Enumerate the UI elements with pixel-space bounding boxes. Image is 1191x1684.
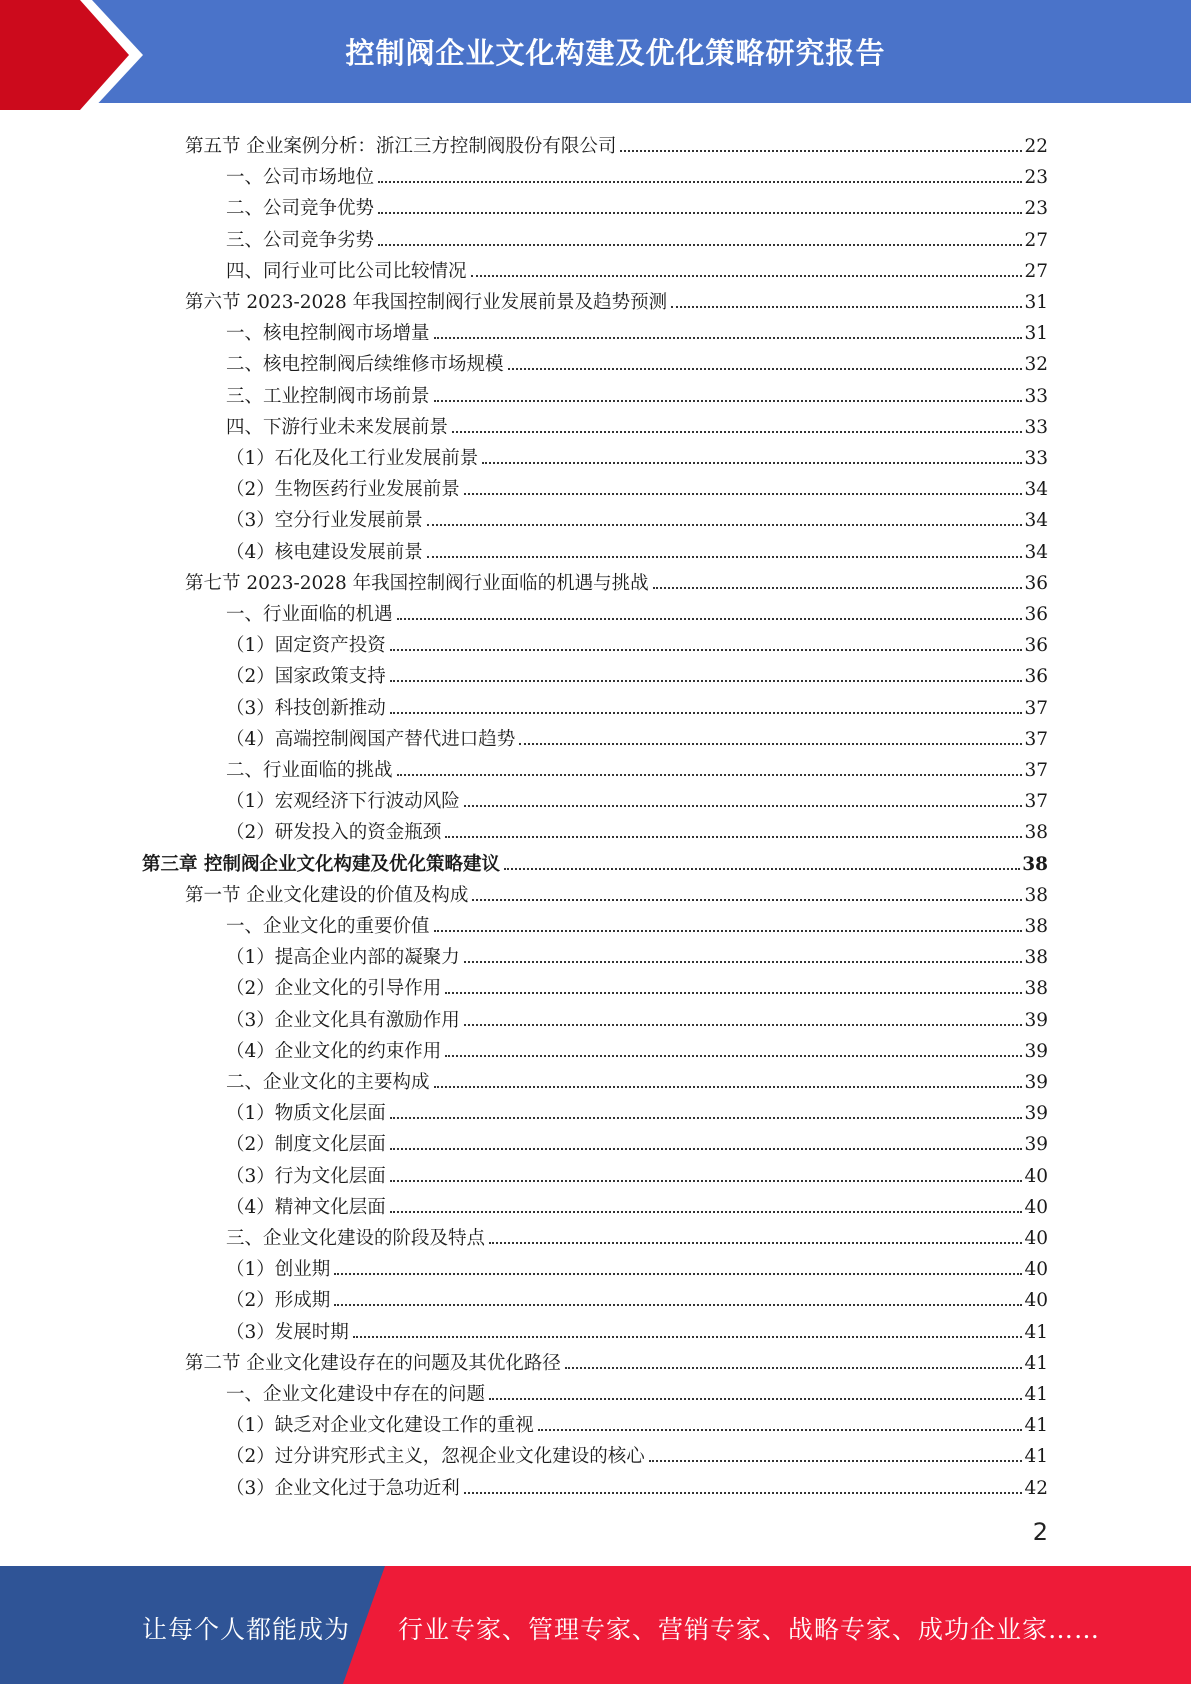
toc-entry-item[interactable] xyxy=(226,190,1048,220)
toc-entry-item[interactable] xyxy=(226,253,1048,283)
toc-leader-dots xyxy=(434,327,1023,339)
toc-entry-title: 三、企业文化建设的阶段及特点 xyxy=(226,1228,486,1249)
toc-entry-page: 41 xyxy=(1024,1352,1048,1374)
footer-banner xyxy=(0,1566,1191,1684)
toc-leader-dots xyxy=(334,1294,1022,1306)
toc-entry-title: （2）过分讲究形式主义，忽视企业文化建设的核心 xyxy=(226,1446,645,1468)
toc-entry-title: （2）国家政策支持 xyxy=(226,666,386,688)
footer-slogan-right: 行业专家、管理专家、营销专家、战略专家、成功企业家…… xyxy=(398,1615,1101,1644)
toc-entry-page: 40 xyxy=(1024,1228,1048,1249)
toc-leader-dots xyxy=(427,546,1023,558)
toc-entry-page: 41 xyxy=(1024,1415,1048,1437)
toc-entry-title: 第二节 企业文化建设存在的问题及其优化路径 xyxy=(185,1352,561,1374)
toc-entry-page: 32 xyxy=(1024,354,1048,376)
toc-leader-dots xyxy=(471,265,1023,277)
toc-entry-title: （4）精神文化层面 xyxy=(226,1196,386,1218)
toc-entry-section[interactable] xyxy=(185,1345,1048,1375)
toc-entry-sub[interactable] xyxy=(226,658,1048,688)
page-title: 控制阀企业文化构建及优化策略研究报告 xyxy=(345,36,886,70)
toc-entry-page: 31 xyxy=(1024,292,1048,313)
toc-leader-dots xyxy=(671,296,1022,308)
toc-entry-page: 37 xyxy=(1024,697,1048,719)
toc-entry-title: （2）形成期 xyxy=(226,1290,331,1312)
toc-leader-dots xyxy=(445,1045,1022,1057)
toc-entry-item[interactable] xyxy=(226,596,1048,626)
toc-leader-dots xyxy=(482,452,1022,464)
toc-entry-sub[interactable] xyxy=(226,1095,1048,1125)
toc-leader-dots xyxy=(353,1326,1023,1338)
toc-leader-dots xyxy=(464,951,1023,963)
toc-entry-title: （3）行为文化层面 xyxy=(226,1165,386,1187)
toc-entry-page: 27 xyxy=(1024,260,1048,282)
toc-entry-sub[interactable] xyxy=(226,1126,1048,1156)
toc-leader-dots xyxy=(538,1419,1023,1431)
toc-entry-page: 37 xyxy=(1024,791,1048,813)
toc-entry-title: （3）企业文化过于急功近利 xyxy=(226,1477,460,1499)
toc-entry-sub[interactable] xyxy=(226,690,1048,720)
toc-entry-title: （1）宏观经济下行波动风险 xyxy=(226,791,460,813)
toc-entry-item[interactable] xyxy=(226,1220,1048,1250)
toc-entry-page: 33 xyxy=(1024,385,1048,407)
toc-entry-page: 38 xyxy=(1024,916,1048,937)
toc-entry-title: （3）科技创新推动 xyxy=(226,697,386,719)
toc-entry-title: 一、公司市场地位 xyxy=(226,167,375,189)
toc-entry-sub[interactable] xyxy=(226,440,1048,470)
toc-entry-item[interactable] xyxy=(226,222,1048,252)
toc-entry-sub[interactable] xyxy=(226,1314,1048,1344)
toc-leader-dots xyxy=(378,202,1022,214)
toc-leader-dots xyxy=(434,390,1023,402)
toc-entry-title: （4）高端控制阀国产替代进口趋势 xyxy=(226,728,516,750)
toc-leader-dots xyxy=(390,1201,1023,1213)
toc-leader-dots xyxy=(445,826,1022,838)
toc-leader-dots xyxy=(464,795,1023,807)
toc-entry-title: 四、下游行业未来发展前景 xyxy=(226,416,449,438)
toc-entry-sub[interactable] xyxy=(226,627,1048,657)
toc-entry-page: 38 xyxy=(1024,884,1048,906)
toc-entry-page: 39 xyxy=(1024,1009,1048,1031)
toc-entry-sub[interactable] xyxy=(226,1251,1048,1281)
toc-entry-title: 三、公司竞争劣势 xyxy=(226,229,375,251)
toc-entry-title: （2）研发投入的资金瓶颈 xyxy=(226,822,442,844)
toc-entry-page: 38 xyxy=(1024,978,1048,1000)
toc-entry-section[interactable] xyxy=(185,284,1048,314)
toc-entry-title: （1）固定资产投资 xyxy=(226,635,386,657)
toc-entry-sub[interactable] xyxy=(226,1189,1048,1219)
toc-entry-title: （1）石化及化工行业发展前景 xyxy=(226,448,479,469)
toc-entry-page: 33 xyxy=(1024,448,1048,469)
toc-entry-title: 三、工业控制阀市场前景 xyxy=(226,385,430,407)
toc-leader-dots xyxy=(464,483,1023,495)
toc-entry-title: 二、企业文化的主要构成 xyxy=(226,1072,430,1093)
toc-entry-title: 四、同行业可比公司比较情况 xyxy=(226,260,467,282)
toc-entry-page: 22 xyxy=(1024,136,1048,157)
toc-entry-title: （3）企业文化具有激励作用 xyxy=(226,1009,460,1031)
toc-entry-sub[interactable] xyxy=(226,814,1048,844)
toc-entry-page: 40 xyxy=(1024,1165,1048,1187)
toc-entry-sub[interactable] xyxy=(226,721,1048,751)
toc-entry-title: 第七节 2023-2028 年我国控制阀行业面临的机遇与挑战 xyxy=(185,572,649,594)
toc-leader-dots xyxy=(565,1357,1023,1369)
page-number: 2 xyxy=(1032,1518,1048,1546)
toc-entry-title: （1）物质文化层面 xyxy=(226,1103,386,1125)
toc-entry-title: （2）制度文化层面 xyxy=(226,1134,386,1156)
toc-entry-section[interactable] xyxy=(185,565,1048,595)
toc-entry-section[interactable] xyxy=(185,128,1048,158)
toc-entry-section[interactable] xyxy=(185,877,1048,907)
toc-entry-page: 31 xyxy=(1024,323,1048,345)
toc-leader-dots xyxy=(390,1138,1023,1150)
toc-leader-dots xyxy=(504,858,1020,870)
toc-leader-dots xyxy=(508,358,1023,370)
toc-entry-item[interactable] xyxy=(226,409,1048,439)
toc-leader-dots xyxy=(445,982,1022,994)
toc-entry-title: 第一节 企业文化建设的价值及构成 xyxy=(185,884,469,906)
toc-leader-dots xyxy=(649,1450,1023,1462)
toc-entry-page: 34 xyxy=(1024,510,1048,532)
toc-entry-page: 23 xyxy=(1024,167,1048,189)
toc-leader-dots xyxy=(427,514,1023,526)
toc-leader-dots xyxy=(390,1170,1023,1182)
toc-entry-sub[interactable] xyxy=(226,1158,1048,1188)
toc-leader-dots xyxy=(620,140,1022,152)
toc-entry-title: （3）空分行业发展前景 xyxy=(226,510,423,532)
toc-entry-title: （1）缺乏对企业文化建设工作的重视 xyxy=(226,1415,534,1437)
toc-entry-sub[interactable] xyxy=(226,939,1048,969)
toc-entry-page: 42 xyxy=(1024,1477,1048,1499)
toc-entry-sub[interactable] xyxy=(226,534,1048,564)
toc-leader-dots xyxy=(390,670,1023,682)
toc-entry-page: 36 xyxy=(1024,604,1048,625)
toc-entry-item[interactable] xyxy=(226,346,1048,376)
toc-entry-page: 41 xyxy=(1024,1321,1048,1343)
toc-entry-page: 38 xyxy=(1022,853,1048,875)
toc-leader-dots xyxy=(653,577,1023,589)
toc-leader-dots xyxy=(334,1263,1022,1275)
toc-leader-dots xyxy=(390,639,1023,651)
toc-leader-dots xyxy=(378,234,1022,246)
toc-entry-page: 37 xyxy=(1024,760,1048,781)
toc-entry-page: 40 xyxy=(1024,1290,1048,1312)
toc-entry-sub[interactable] xyxy=(226,1438,1048,1468)
toc-entry-page: 39 xyxy=(1024,1040,1048,1062)
toc-entry-item[interactable] xyxy=(226,752,1048,782)
toc-entry-title: （4）企业文化的约束作用 xyxy=(226,1040,442,1062)
toc-entry-title: （3）发展时期 xyxy=(226,1321,349,1343)
toc-entry-page: 38 xyxy=(1024,947,1048,969)
toc-entry-sub[interactable] xyxy=(226,783,1048,813)
toc-leader-dots xyxy=(397,764,1023,776)
toc-entry-title: 二、行业面临的挑战 xyxy=(226,760,393,781)
toc-leader-dots xyxy=(472,889,1022,901)
toc-entry-title: 二、核电控制阀后续维修市场规模 xyxy=(226,354,504,376)
toc-leader-dots xyxy=(390,702,1023,714)
toc-leader-dots xyxy=(464,1482,1023,1494)
toc-entry-page: 41 xyxy=(1024,1384,1048,1405)
toc-entry-item[interactable] xyxy=(226,1064,1048,1094)
toc-leader-dots xyxy=(397,608,1023,620)
toc-leader-dots xyxy=(464,1014,1023,1026)
toc-entry-page: 27 xyxy=(1024,229,1048,251)
toc-leader-dots xyxy=(519,733,1022,745)
toc-entry-sub[interactable] xyxy=(226,1470,1048,1500)
toc-entry-title: 一、核电控制阀市场增量 xyxy=(226,323,430,345)
toc-entry-title: （4）核电建设发展前景 xyxy=(226,541,423,563)
toc-entry-item[interactable] xyxy=(226,159,1048,189)
toc-leader-dots xyxy=(489,1388,1022,1400)
toc-entry-page: 40 xyxy=(1024,1259,1048,1281)
toc-entry-chapter[interactable] xyxy=(142,846,1048,876)
toc-entry-sub[interactable] xyxy=(226,502,1048,532)
toc-entry-title: 一、企业文化的重要价值 xyxy=(226,916,430,937)
toc-entry-page: 36 xyxy=(1024,572,1048,594)
toc-entry-title: （1）提高企业内部的凝聚力 xyxy=(226,947,460,969)
toc-entry-title: （1）创业期 xyxy=(226,1259,331,1281)
toc-entry-sub[interactable] xyxy=(226,1282,1048,1312)
toc-entry-title: 一、行业面临的机遇 xyxy=(226,604,393,625)
toc-entry-page: 34 xyxy=(1024,541,1048,563)
toc-leader-dots xyxy=(489,1232,1022,1244)
toc-entry-title: 二、公司竞争优势 xyxy=(226,198,375,220)
toc-entry-title: （2）生物医药行业发展前景 xyxy=(226,479,460,501)
toc-entry-page: 33 xyxy=(1024,416,1048,438)
toc-entry-title: 第五节 企业案例分析：浙江三方控制阀股份有限公司 xyxy=(185,136,617,157)
toc-leader-dots xyxy=(434,1076,1023,1088)
toc-entry-page: 40 xyxy=(1024,1196,1048,1218)
toc-entry-sub[interactable] xyxy=(226,1033,1048,1063)
toc-leader-dots xyxy=(434,920,1023,932)
toc-entry-sub[interactable] xyxy=(226,1002,1048,1032)
header-banner xyxy=(0,0,1191,110)
toc-entry-page: 23 xyxy=(1024,198,1048,220)
toc-entry-sub[interactable] xyxy=(226,970,1048,1000)
toc-entry-title: 第六节 2023-2028 年我国控制阀行业发展前景及趋势预测 xyxy=(185,292,668,313)
toc-leader-dots xyxy=(452,421,1022,433)
toc-entry-item[interactable] xyxy=(226,908,1048,938)
toc-entry-title: （2）企业文化的引导作用 xyxy=(226,978,442,1000)
toc-leader-dots xyxy=(390,1107,1023,1119)
toc-entry-page: 34 xyxy=(1024,479,1048,501)
toc-entry-page: 39 xyxy=(1024,1103,1048,1125)
toc-entry-page: 39 xyxy=(1024,1134,1048,1156)
toc-entry-page: 36 xyxy=(1024,635,1048,657)
toc-leader-dots xyxy=(378,171,1022,183)
toc-entry-title: 第三章 控制阀企业文化构建及优化策略建议 xyxy=(142,853,500,875)
footer-slogan-left: 让每个人都能成为 xyxy=(142,1615,351,1644)
toc-entry-page: 41 xyxy=(1024,1446,1048,1468)
toc-entry-sub[interactable] xyxy=(226,471,1048,501)
toc-entry-page: 39 xyxy=(1024,1072,1048,1093)
toc-entry-item[interactable] xyxy=(226,315,1048,345)
toc-entry-title: 一、企业文化建设中存在的问题 xyxy=(226,1384,486,1405)
toc-entry-page: 36 xyxy=(1024,666,1048,688)
toc-entry-sub[interactable] xyxy=(226,1407,1048,1437)
toc-entry-item[interactable] xyxy=(226,378,1048,408)
toc-entry-page: 38 xyxy=(1024,822,1048,844)
toc-entry-page: 37 xyxy=(1024,728,1048,750)
toc-entry-item[interactable] xyxy=(226,1376,1048,1406)
